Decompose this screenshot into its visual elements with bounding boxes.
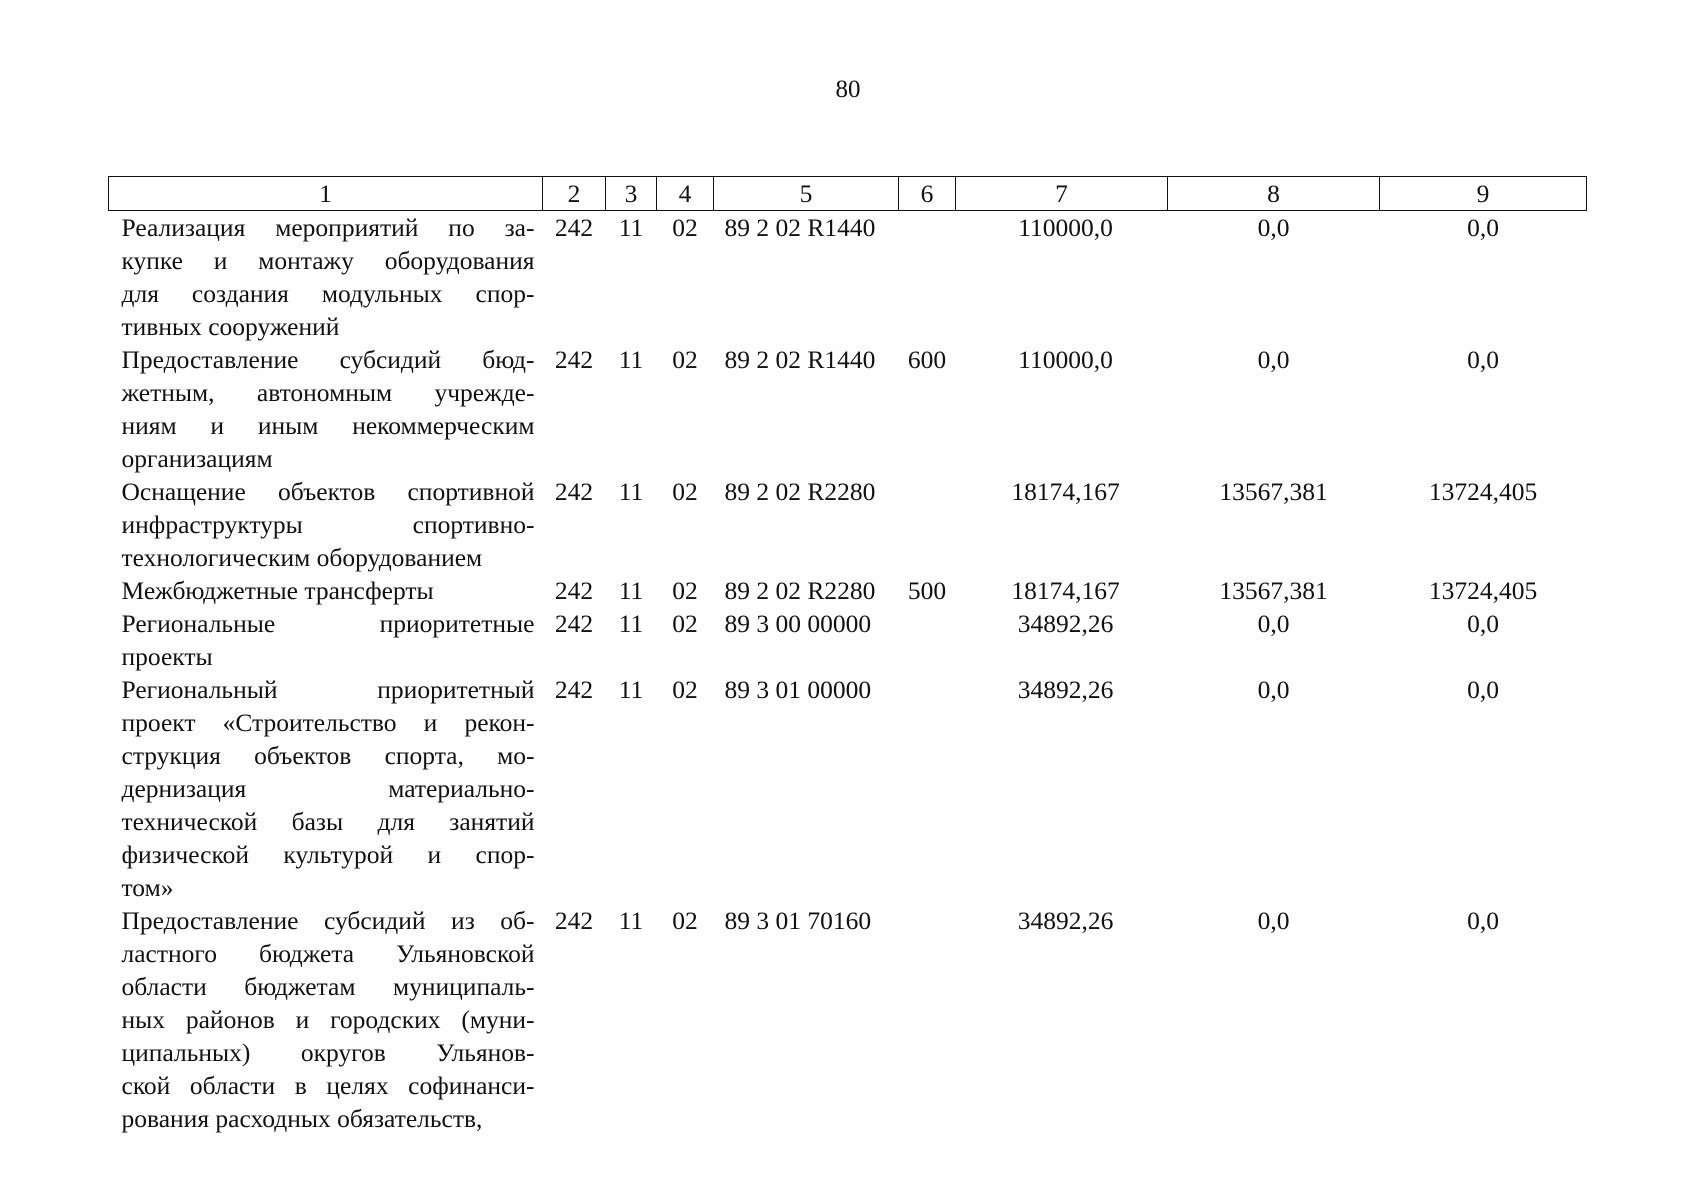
header-cell-5: 5 (714, 177, 899, 211)
cell-amount-col9: 13724,405 (1428, 477, 1538, 506)
cell-ministry-code: 242 (554, 675, 594, 704)
cell-expense-type: 500 (907, 576, 947, 605)
header-cell-6: 6 (899, 177, 956, 211)
cell-name-line: Региональный приоритетный (121, 675, 535, 704)
cell-amount-col7: 34892,26 (1017, 609, 1114, 638)
table-header-row (109, 177, 1587, 211)
cell-amount-col7: 34892,26 (1017, 675, 1114, 704)
cell-target-article: 89 2 02 R1440 (724, 213, 876, 242)
cell-section: 11 (618, 906, 644, 935)
cell-amount-col8: 0,0 (1257, 213, 1290, 242)
cell-section: 11 (618, 576, 644, 605)
cell-name-line: Оснащение объектов спортивной (121, 477, 535, 506)
page-number: 80 (835, 76, 861, 103)
cell-subsection: 02 (672, 213, 698, 242)
cell-name-line: тивных сооружений (121, 312, 340, 341)
cell-subsection: 02 (672, 576, 698, 605)
cell-subsection: 02 (672, 345, 698, 374)
header-cell-9: 9 (1380, 177, 1587, 211)
cell-name-line: проект «Строительство и рекон- (121, 708, 535, 737)
cell-ministry-code: 242 (554, 609, 594, 638)
cell-subsection: 02 (672, 675, 698, 704)
cell-ministry-code: 242 (554, 477, 594, 506)
cell-subsection: 02 (672, 477, 698, 506)
cell-expense-type (899, 673, 956, 904)
cell-name-line: Реализация мероприятий по за- (121, 213, 535, 242)
cell-expense-type: 600 (907, 345, 947, 374)
cell-name-line: Межбюджетные трансферты (121, 576, 434, 605)
header-cell-4: 4 (657, 177, 714, 211)
cell-expense-type (899, 475, 956, 574)
cell-expense-type (899, 607, 956, 673)
cell-name-line: Региональные приоритетные (121, 609, 535, 638)
cell-name-line: купке и монтажу оборудования (121, 246, 535, 275)
cell-name (109, 904, 543, 1135)
cell-amount-col9: 0,0 (1467, 906, 1499, 935)
cell-amount-col8: 0,0 (1257, 609, 1290, 638)
cell-target-article: 89 3 00 00000 (724, 609, 872, 638)
table-row (109, 607, 1587, 673)
cell-section: 11 (618, 675, 644, 704)
cell-name (109, 475, 543, 574)
header-cell-3: 3 (606, 177, 657, 211)
cell-ministry-code: 242 (554, 576, 594, 605)
cell-target-article: 89 2 02 R2280 (724, 576, 876, 605)
budget-table (108, 176, 1587, 1135)
cell-amount-col8: 13567,381 (1219, 576, 1328, 605)
cell-name (109, 673, 543, 904)
cell-name (109, 343, 543, 475)
cell-amount-col8: 0,0 (1257, 345, 1290, 374)
table-row (109, 673, 1587, 904)
header-cell-2: 2 (543, 177, 606, 211)
cell-name (109, 607, 543, 673)
cell-name (109, 211, 543, 344)
table-row (109, 343, 1587, 475)
cell-target-article: 89 3 01 70160 (724, 906, 872, 935)
cell-name-line: том» (121, 873, 174, 902)
cell-amount-col7: 110000,0 (1018, 213, 1113, 242)
cell-name-line: Предоставление субсидий из об- (121, 906, 535, 935)
cell-name-line: ных районов и городских (муни- (121, 1005, 535, 1034)
cell-name-line: дернизация материально- (121, 774, 535, 803)
table-row (109, 475, 1587, 574)
cell-name-line: для создания модульных спор- (121, 279, 535, 308)
cell-section: 11 (618, 477, 644, 506)
table-body (109, 211, 1587, 1136)
header-cell-1: 1 (109, 177, 543, 211)
cell-name-line: ластного бюджета Ульяновской (121, 939, 535, 968)
cell-amount-col7: 18174,167 (1011, 576, 1120, 605)
table-row (109, 904, 1587, 1135)
cell-name-line: ниям и иным некоммерческим (121, 411, 535, 440)
cell-section: 11 (618, 609, 644, 638)
cell-expense-type (899, 904, 956, 1135)
cell-amount-col9: 13724,405 (1428, 576, 1538, 605)
cell-name (109, 574, 543, 607)
cell-amount-col7: 110000,0 (1018, 345, 1113, 374)
table-row (109, 574, 1587, 607)
cell-name-line: проекты (121, 642, 213, 671)
cell-amount-col7: 34892,26 (1017, 906, 1114, 935)
cell-name-line: жетным, автономным учрежде- (121, 378, 535, 407)
table-row (109, 211, 1587, 344)
header-cell-7: 7 (956, 177, 1168, 211)
cell-target-article: 89 2 02 R1440 (724, 345, 876, 374)
cell-name-line: ской области в целях софинанси- (121, 1071, 535, 1100)
cell-name-line: организациям (121, 444, 273, 473)
cell-section: 11 (618, 213, 644, 242)
cell-subsection: 02 (672, 609, 698, 638)
cell-amount-col9: 0,0 (1467, 609, 1499, 638)
cell-section: 11 (618, 345, 644, 374)
cell-amount-col9: 0,0 (1467, 345, 1499, 374)
cell-target-article: 89 2 02 R2280 (724, 477, 876, 506)
cell-name-line: рования расходных обязательств, (121, 1104, 483, 1133)
cell-name-line: струкция объектов спорта, мо- (121, 741, 535, 770)
cell-ministry-code: 242 (554, 345, 594, 374)
cell-ministry-code: 242 (554, 906, 594, 935)
cell-name-line: инфраструктуры спортивно- (121, 510, 535, 539)
cell-amount-col8: 0,0 (1257, 675, 1290, 704)
cell-ministry-code: 242 (554, 213, 594, 242)
cell-amount-col8: 13567,381 (1219, 477, 1328, 506)
cell-name-line: технологическим оборудованием (121, 543, 483, 572)
cell-name-line: технической базы для занятий (121, 807, 535, 836)
header-cell-8: 8 (1168, 177, 1380, 211)
cell-name-line: области бюджетам муниципаль- (121, 972, 535, 1001)
cell-amount-col9: 0,0 (1467, 675, 1499, 704)
cell-amount-col8: 0,0 (1257, 906, 1290, 935)
cell-amount-col9: 0,0 (1467, 213, 1499, 242)
cell-name-line: ципальных) округов Ульянов- (121, 1038, 535, 1067)
cell-subsection: 02 (672, 906, 698, 935)
cell-target-article: 89 3 01 00000 (724, 675, 872, 704)
cell-expense-type (899, 211, 956, 344)
cell-amount-col7: 18174,167 (1011, 477, 1120, 506)
cell-name-line: физической культурой и спор- (121, 840, 535, 869)
cell-name-line: Предоставление субсидий бюд- (121, 345, 535, 374)
